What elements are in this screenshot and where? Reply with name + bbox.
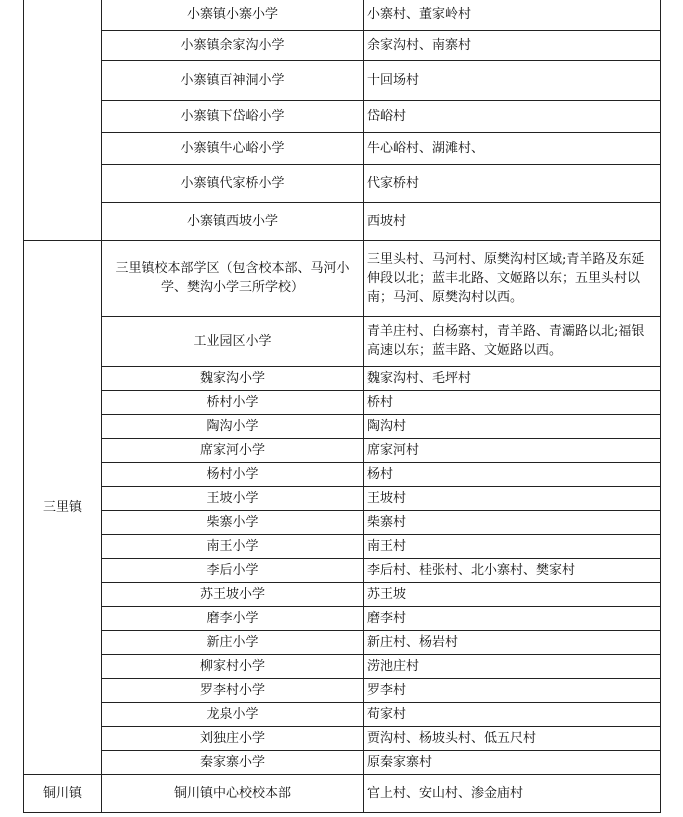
service-area-cell: 青羊庄村、白杨寨村，青羊路、青灞路以北;福银高速以东；蓝丰路、文姬路以西。 — [364, 316, 661, 366]
table-row — [24, 438, 661, 462]
service-area-cell: 新庄村、杨岩村 — [364, 630, 661, 654]
school-name-cell: 柳家村小学 — [102, 654, 364, 678]
table-row — [24, 202, 661, 240]
school-name-cell: 柴寨小学 — [102, 510, 364, 534]
school-name-cell: 小寨镇小寨小学 — [102, 0, 364, 30]
table-row — [24, 726, 661, 750]
school-name-cell: 陶沟小学 — [102, 414, 364, 438]
service-area-cell: 罗李村 — [364, 678, 661, 702]
table-row — [24, 366, 661, 390]
service-area-cell: 三里头村、马河村、原樊沟村区域;青羊路及东延伸段以北；蓝丰北路、文姬路以东；五里头村以南；马河、原樊沟村以西。 — [364, 240, 661, 316]
school-name-cell: 罗李村小学 — [102, 678, 364, 702]
service-area-cell: 南王村 — [364, 534, 661, 558]
service-area-cell: 涝池庄村 — [364, 654, 661, 678]
service-area-cell: 陶沟村 — [364, 414, 661, 438]
school-name-cell: 小寨镇牛心峪小学 — [102, 132, 364, 164]
table-row — [24, 558, 661, 582]
service-area-cell: 牛心峪村、湖滩村、 — [364, 132, 661, 164]
service-area-cell: 桥村 — [364, 390, 661, 414]
table-row — [24, 132, 661, 164]
school-name-cell: 小寨镇余家沟小学 — [102, 30, 364, 60]
service-area-cell: 岱峪村 — [364, 100, 661, 132]
table-row — [24, 100, 661, 132]
table-row — [24, 414, 661, 438]
school-name-cell: 南王小学 — [102, 534, 364, 558]
school-name-cell: 桥村小学 — [102, 390, 364, 414]
service-area-cell: 苏王坡 — [364, 582, 661, 606]
table-row — [24, 750, 661, 774]
service-area-cell: 官上村、安山村、渗金庙村 — [364, 774, 661, 812]
table-row — [24, 0, 661, 30]
service-area-cell: 贾沟村、杨坡头村、低五尺村 — [364, 726, 661, 750]
table-row — [24, 654, 661, 678]
service-area-cell: 荀家村 — [364, 702, 661, 726]
service-area-cell: 代家桥村 — [364, 164, 661, 202]
town-cell: 铜川镇 — [24, 774, 102, 812]
service-area-cell: 小寨村、董家岭村 — [364, 0, 661, 30]
school-name-cell: 秦家寨小学 — [102, 750, 364, 774]
school-name-cell: 三里镇校本部学区（包含校本部、马河小学、樊沟小学三所学校） — [102, 240, 364, 316]
table-row — [24, 240, 661, 316]
table-row — [24, 390, 661, 414]
table-row — [24, 606, 661, 630]
school-name-cell: 小寨镇代家桥小学 — [102, 164, 364, 202]
service-area-cell: 磨李村 — [364, 606, 661, 630]
table-row — [24, 678, 661, 702]
service-area-cell: 余家沟村、南寨村 — [364, 30, 661, 60]
table-row — [24, 60, 661, 100]
table-row — [24, 316, 661, 366]
school-name-cell: 席家河小学 — [102, 438, 364, 462]
school-name-cell: 苏王坡小学 — [102, 582, 364, 606]
service-area-cell: 席家河村 — [364, 438, 661, 462]
school-name-cell: 小寨镇下岱峪小学 — [102, 100, 364, 132]
service-area-cell: 魏家沟村、毛坪村 — [364, 366, 661, 390]
school-name-cell: 磨李小学 — [102, 606, 364, 630]
service-area-cell: 杨村 — [364, 462, 661, 486]
service-area-cell: 十回场村 — [364, 60, 661, 100]
town-cell: 三里镇 — [24, 240, 102, 774]
table-row — [24, 774, 661, 812]
table-row — [24, 510, 661, 534]
service-area-cell: 王坡村 — [364, 486, 661, 510]
table-row — [24, 582, 661, 606]
school-name-cell: 杨村小学 — [102, 462, 364, 486]
table-row — [24, 534, 661, 558]
school-name-cell: 工业园区小学 — [102, 316, 364, 366]
table-row — [24, 164, 661, 202]
school-name-cell: 龙泉小学 — [102, 702, 364, 726]
school-name-cell: 小寨镇西坡小学 — [102, 202, 364, 240]
service-area-cell: 原秦家寨村 — [364, 750, 661, 774]
table-row — [24, 630, 661, 654]
service-area-cell: 李后村、桂张村、北小寨村、樊家村 — [364, 558, 661, 582]
table-row — [24, 462, 661, 486]
table-row — [24, 702, 661, 726]
table-row — [24, 30, 661, 60]
service-area-cell: 西坡村 — [364, 202, 661, 240]
school-name-cell: 铜川镇中心校校本部 — [102, 774, 364, 812]
table-row — [24, 486, 661, 510]
service-area-cell: 柴寨村 — [364, 510, 661, 534]
school-name-cell: 小寨镇百神洞小学 — [102, 60, 364, 100]
table-body — [24, 0, 661, 812]
school-name-cell: 新庄小学 — [102, 630, 364, 654]
school-district-table — [23, 0, 661, 813]
school-name-cell: 魏家沟小学 — [102, 366, 364, 390]
school-name-cell: 刘独庄小学 — [102, 726, 364, 750]
town-cell — [24, 0, 102, 240]
school-name-cell: 王坡小学 — [102, 486, 364, 510]
school-name-cell: 李后小学 — [102, 558, 364, 582]
